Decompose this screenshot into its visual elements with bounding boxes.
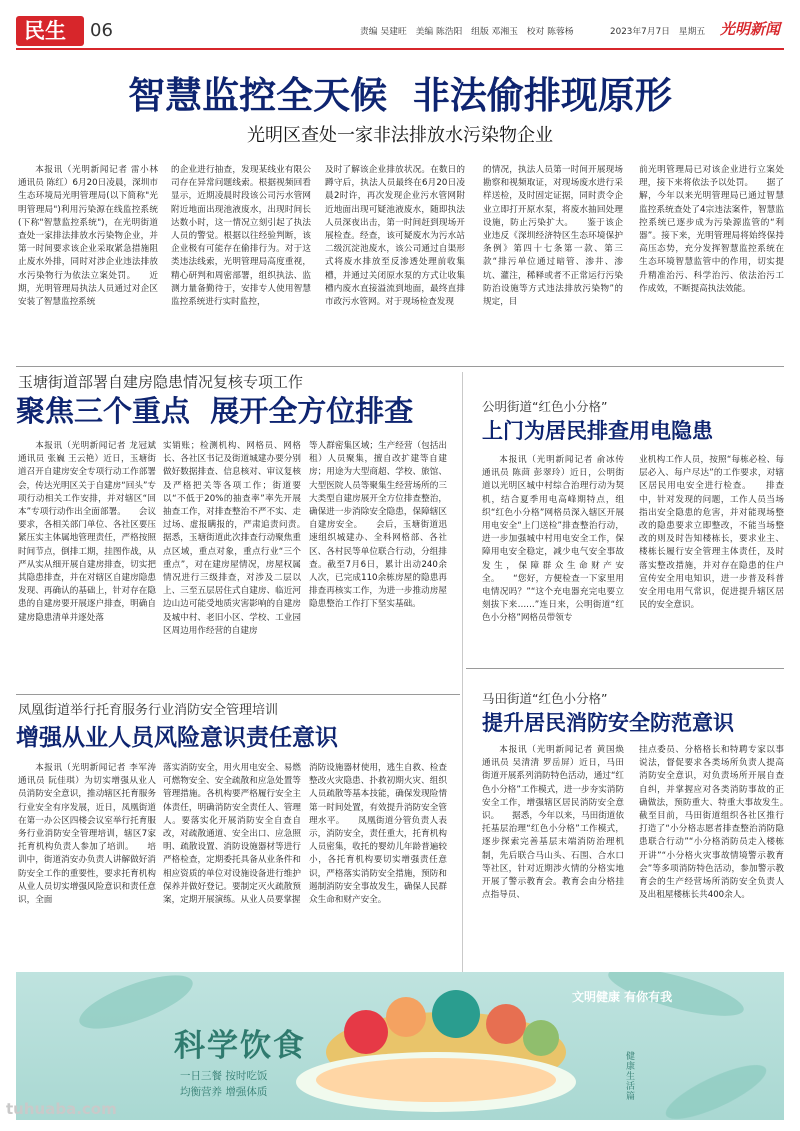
- story-d-title: 提升居民消防安全防范意识: [482, 711, 734, 735]
- paper-logo: 光明新闻: [720, 20, 781, 38]
- ad-tagline-2: 均衡营养 增强体质: [180, 1086, 268, 1098]
- column-divider: [462, 372, 463, 972]
- header-date: 2023年7月7日 星期五: [610, 27, 706, 37]
- lead-divider: [16, 366, 784, 367]
- lead-column-5: 前光明管理局已对该企业进行立案处理，接下来将依法予以处罚。 据了解，今年以来光明管理局已通过智慧监控系统查处了4宗违法案件，智慧监控系统已逐步成为污染源监管的“利器”。接下来，光明管理局将始终保持高压态势，充分发挥智慧监控系统在生态环境智慧监管中的作用，切实提升精准治污、科学治污、依法治污工作成效，不断提高执法效能。: [639, 165, 784, 294]
- ad-side-text: 健康生活篇: [626, 1052, 636, 1102]
- ad-title: 科学饮食: [174, 1028, 306, 1064]
- story-a-column-3: 等人群密集区域；生产经营（包括出租）人员聚集，擅自改扩建等自建房；用途为大型商超、学校、旅馆、大型医院人员等聚集生经营场所的三大类型自建房展开全方位排查整治，确保进一步消除安全隐患，保障辖区自建房安全。 会后，玉塘街道迅速组织城建办、全科网格部、各社区、各村民等单位联合行动，分组排查。截至7月6日，累计出动240余人次，已完成110余栋房屋的隐患再排查再核实工作，为进一步推动房屋隐患整治工作打下坚实基础。: [309, 441, 447, 610]
- story-d-kicker: 马田街道“红色小分格”: [482, 691, 608, 706]
- ad-slogan: 文明健康 有你有我: [572, 990, 673, 1004]
- story-a-kicker: 玉塘街道部署自建房隐患情况复核专项工作: [18, 373, 304, 391]
- lead-column-2: 的企业进行抽查，发现某线业有限公司存在异常问题线索。根据视频回看显示，近期凌晨时段该公司污水管网附近地面出现池液废水，出现时间长达数小时，这一情况立刻引起了执法人员的警觉。根据以往经验判断，该企业极有可能存在偷排行为。对于这类违法线索，光明管理局高度重视，精心研判和周密部署，组织执法、监测力量备勤待于，安排专人使用智慧监控系统进行实时监控，: [171, 165, 311, 308]
- ad-banner: [16, 972, 784, 1120]
- food-basket-icon: [296, 990, 576, 1112]
- story-c-column-1: 本报讯（光明新闻记者 李军涛 通讯员 阮佳琪）为切实增强从业人员消防安全意识，推动辖区托育服务行业安全有序发展，近日，凤凰街道在第一办公区四楼会议室举行托育服务行业消防安全管理培训，辖区7家托育机构负责人参加了培训。 培训中，街道消安办负责人讲解做好消防安全工作的重要性，要求托育机构从业人员切实增强风险意识和责任意识，全面: [18, 763, 156, 906]
- story-d-column-2: 挂点委员、分格格长和特聘专家以事说法，督促要求各类场所负责人提高消防安全意识，对负责场所开展自查自纠，并掌握应对各类消防事故的正确做法，预防重大、特重大事故发生。 截至目前，马田街道组织各社区推行打造了“小分格志愿者排查整治消防隐患联合行动”“小分格消防员走入楼栋开讲”“小分格火灾事故情境警示教育会”等多项消防特色活动，参加警示教育会的生产经营场所消防安全负责人及出租屋楼栋长共400余人。: [639, 745, 784, 901]
- watermark: tuhuaba.com: [6, 1100, 117, 1118]
- lead-title: 智慧监控全天候 非法偷排现原形: [128, 74, 672, 117]
- header-credits: 责编 吴建旺 美编 陈浩阳 组版 邓湘玉 校对 陈蓉杨: [360, 27, 574, 37]
- story-a-column-2: 实销账；检测机构、网格员、网格长、各社区书记及街道城建办要分别做好数据排查、信息核对、审议复核及严格把关等各项工作；街道要以“不低于20%的抽查率”率先开展抽查工作，对排查整治不严不实、走过场、虚报瞒报的，严肃追责问责。 据悉，玉塘街道此次排查行动聚焦重点区域，重点对象，重点行业“三个重点”，对在建房屋情况，房屋权属情况进行三级排查，对涉及二层以上、三至五层居住式自建房、临近河边山边可能受地质灾害影响的自建房及城中村、老旧小区、学校、工业园区周边用作经营的自建房: [163, 441, 301, 636]
- lead-column-4: 的情况，执法人员第一时间开展现场勘察和视频取证，对现场废水进行采样送检，及时固定证据，同时责令企业立即打开原水泵，将废水抽回处理设施，防止污染扩大。 鉴于该企业违反《深圳经济特区生态环境保护条例》第四十七条第一款、第三款“排污单位通过暗管、渗井、渗坑、灌注，稀释或者不正常运行污染防治设施等方式违法排放污染物”的规定，目: [483, 165, 623, 308]
- section-label: 民生: [24, 19, 66, 43]
- divider-b: [466, 668, 784, 669]
- story-b-kicker: 公明街道“红色小分格”: [482, 399, 608, 414]
- story-a-column-1: 本报讯（光明新闻记者 龙冠斌 通讯员 张巍 王云艳）近日，玉塘街道召开自建房安全专项行动工作部署会，传达光明区关于自建房“回头”专项行动相关工作安排，并对辖区“回本”专项行动作出全面部署。 会议要求，各相关部门单位、各社区要压紧压实主体属地管理责任，严格按照时间节点，倒排工期，挂图作战，从严从实从细开展自建房排查，切实把其隐患排查，并在对辖区自建房隐患发现、再确认的基础上，针对存在隐患的自建房要开展逐户排查，明确自建房隐患清单并逐处落: [18, 441, 156, 623]
- divider-a: [16, 694, 460, 695]
- story-c-column-2: 落实消防安全，用火用电安全、易燃可燃物安全、安全疏散和应急处置等管理措施。各机构要严格履行安全主体责任，明确消防安全责任人、管理人。要落实化开展消防安全自查自改，对疏散通道、安全出口、应急照明、疏散设置、消防设施器材等进行严格检查，定期委托具备从业条件和相应资质的单位对设施设备进行维护保养并做好登记。要制定灭火疏散预案，定期开展演练。从业人员要掌握: [163, 763, 301, 906]
- story-b-column-2: 业机构工作人员，按照“每栋必检、每层必入、每户尽达”的工作要求，对辖区居民用电安全进行检查。 排查中，针对发现的问题，工作人员当场指出安全隐患的危害，并对能现场整改的隐患要求立即整改，不能当场整改的则及时告知楼栋长，要求业主、楼栋长履行安全管理主体责任，及时落实整改措施，并对存在隐患的住户宣传安全用电知识，进一步普及科普安全用电用气常识，促进提升辖区居民的安全意识。: [639, 455, 784, 611]
- lead-column-1: 本报讯（光明新闻记者 雷小林 通讯员 陈红）6月20日凌晨，深圳市生态环境局光明管理局(以下简称"光明管理局")利用污染源在线监控系统(下称"智慧监控系统")，在光明街道查处一家排法排放水污染物企业，并第一时间要求该企业采取紧急措施阻止废水外排，同时对涉企业违法排放水污染物行为依法立案处罚。 近期，光明管理局执法人员通过对企区安装了智慧监控系统: [18, 165, 158, 308]
- story-c-column-3: 消防设施器材使用，逃生自救、检查整改火灾隐患、扑救初期火灾、组织人员疏散等基本技能，确保发现险情第一时间处置，有效提升消防安全管理水平。 凤凰街道分管负责人表示，消防安全，责任重大，托育机构人员密集，收托的婴幼儿年龄普遍较小，各托育机构要切实增强责任意识，严格落实消防安全措施，预防和遏制消防安全事故发生，确保人民群众生命和财产安全。: [309, 763, 447, 906]
- lead-column-3: 及时了解该企业排放状况。在数日的蹲守后，执法人员最终在6月20日凌晨2时许，再次发现企业污水管网附近地面出现可疑池液废水，随即执法人员深夜出击，第一时间赶到现场开展检查。经查，该可疑废水为污水站二级沉淀池废水，该公司通过自渠形式将废水排放至反渗透处理前收集槽，并通过关闭原水泵的方式让收集槽内废水直接溢流到地面，最终直排市政污水管网。对于现场检查发现: [325, 165, 465, 308]
- page-number: 06: [90, 20, 113, 41]
- story-d-column-1: 本报讯（光明新闻记者 黄国焕 通讯员 吴清清 罗岳屏）近日，马田街道开展系列消防特色活动，通过“红色小分格”工作模式，进一步夯实消防安全工作，增强辖区居民消防安全意识。 据悉，今年以来，马田街道依托基层治理“红色小分格”工作模式，逐步探索完善基层末端消防治理机制，先后联合马山头、石围、合水口等社区，针对近期涉火情的分格实地开展了警示教育会。教育会由分格挂点指导员、: [482, 745, 624, 901]
- lead-subtitle: 光明区查处一家非法排放水污染物企业: [247, 125, 553, 146]
- story-b-column-1: 本报讯（光明新闻记者 俞冰传 通讯员 陈茴 彭翠玲）近日，公明街道以光明区城中村综合治理行动为契机，结合夏季用电高峰期特点，组织“红色小分格”网格员深入辖区开展用电安全“上门送检”排查整治行动，进一步加强城中村用电安全工作，保障用电安全稳定，减少电气安全事故发生，保障群众生命财产安全。 “您好，方便检查一下家里用电情况吗？”“这个充电器充完电要立刻拔下来……”连日来，公明街道“红色小分格”网格员带领专: [482, 455, 624, 624]
- header-rule: [16, 48, 784, 50]
- ad-tagline-1: 一日三餐 按时吃饭: [180, 1070, 268, 1082]
- story-c-kicker: 凤凰街道举行托育服务行业消防安全管理培训: [18, 703, 279, 718]
- story-b-title: 上门为居民排查用电隐患: [482, 419, 713, 443]
- story-a-title: 聚焦三个重点 展开全方位排查: [16, 394, 414, 428]
- story-c-title: 增强从业人员风险意识责任意识: [16, 725, 338, 751]
